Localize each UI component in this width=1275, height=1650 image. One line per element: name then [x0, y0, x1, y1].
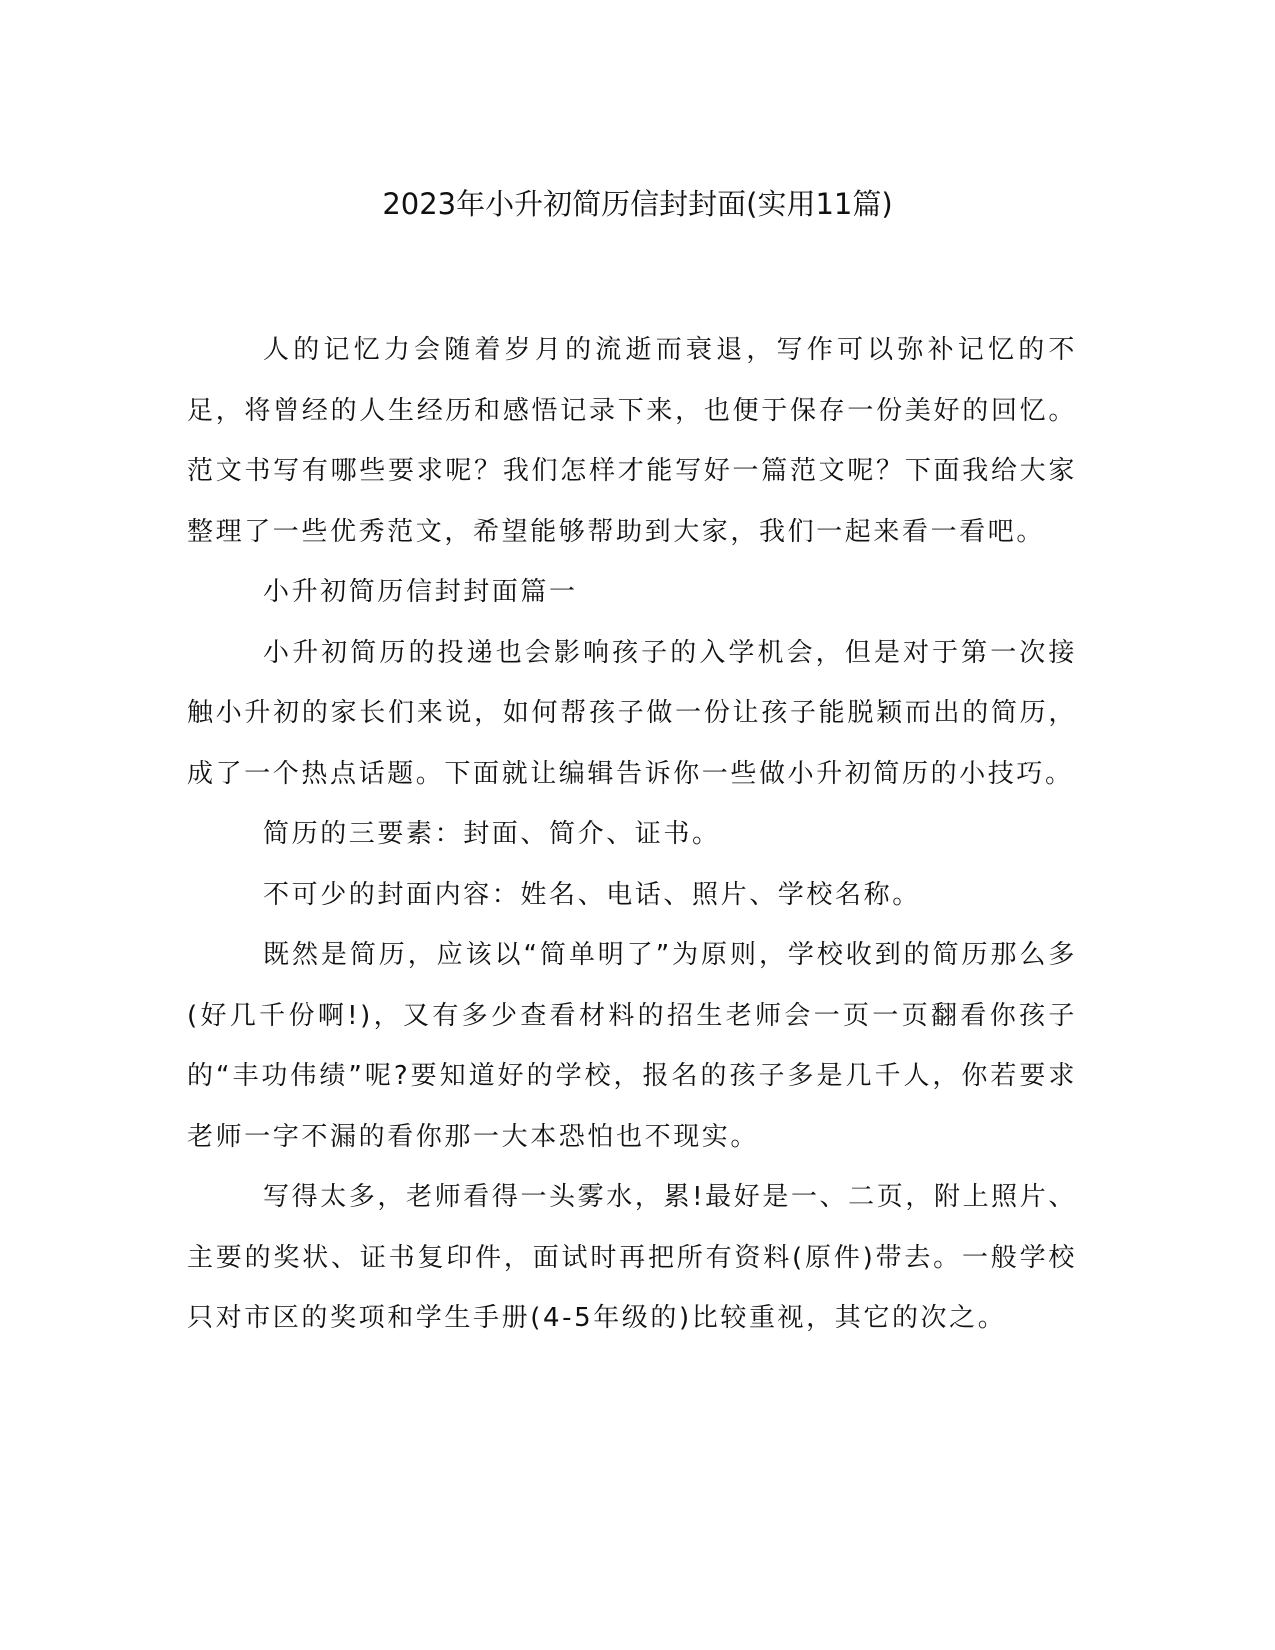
paragraph: 不可少的封面内容：姓名、电话、照片、学校名称。	[263, 879, 921, 910]
paragraph: 小升初简历的投递也会影响孩子的入学机会，但是对于第一次接触小升初的家长们来说，如何帮孩子做一份让孩子能脱颖而出的简历，成了一个热点话题。下面就让编辑告诉你一些做小升初简历的小技巧。	[187, 637, 1077, 789]
paragraph: 写得太多，老师看得一头雾水，累!最好是一、二页，附上照片、主要的奖状、证书复印件，面试时再把所有资料(原件)带去。一般学校只对市区的奖项和学生手册(4-5年级的)比较重视，其它的次之。	[187, 1182, 1077, 1333]
paragraph-intro: 人的记忆力会随着岁月的流逝而衰退，写作可以弥补记忆的不足，将曾经的人生经历和感悟记录下来，也便于保存一份美好的回忆。范文书写有哪些要求呢？我们怎样才能写好一篇范文呢？下面我给大家整理了一些优秀范文，希望能够帮助到大家，我们一起来看一看吧。	[187, 335, 1077, 547]
document-title: 2023年小升初简历信封封面(实用11篇)	[382, 187, 893, 221]
paragraph: 既然是简历，应该以“简单明了”为原则，学校收到的简历那么多(好几千份啊!)，又有多少查看材料的招生老师会一页一页翻看你孩子的“丰功伟绩”呢?要知道好的学校，报名的孩子多是几千人，你若要求老师一字不漏的看你那一大本恐怕也不现实。	[187, 940, 1077, 1152]
section-heading: 小升初简历信封封面篇一	[263, 577, 578, 607]
document-body	[187, 320, 1077, 1349]
paragraph: 简历的三要素：封面、简介、证书。	[263, 819, 721, 849]
